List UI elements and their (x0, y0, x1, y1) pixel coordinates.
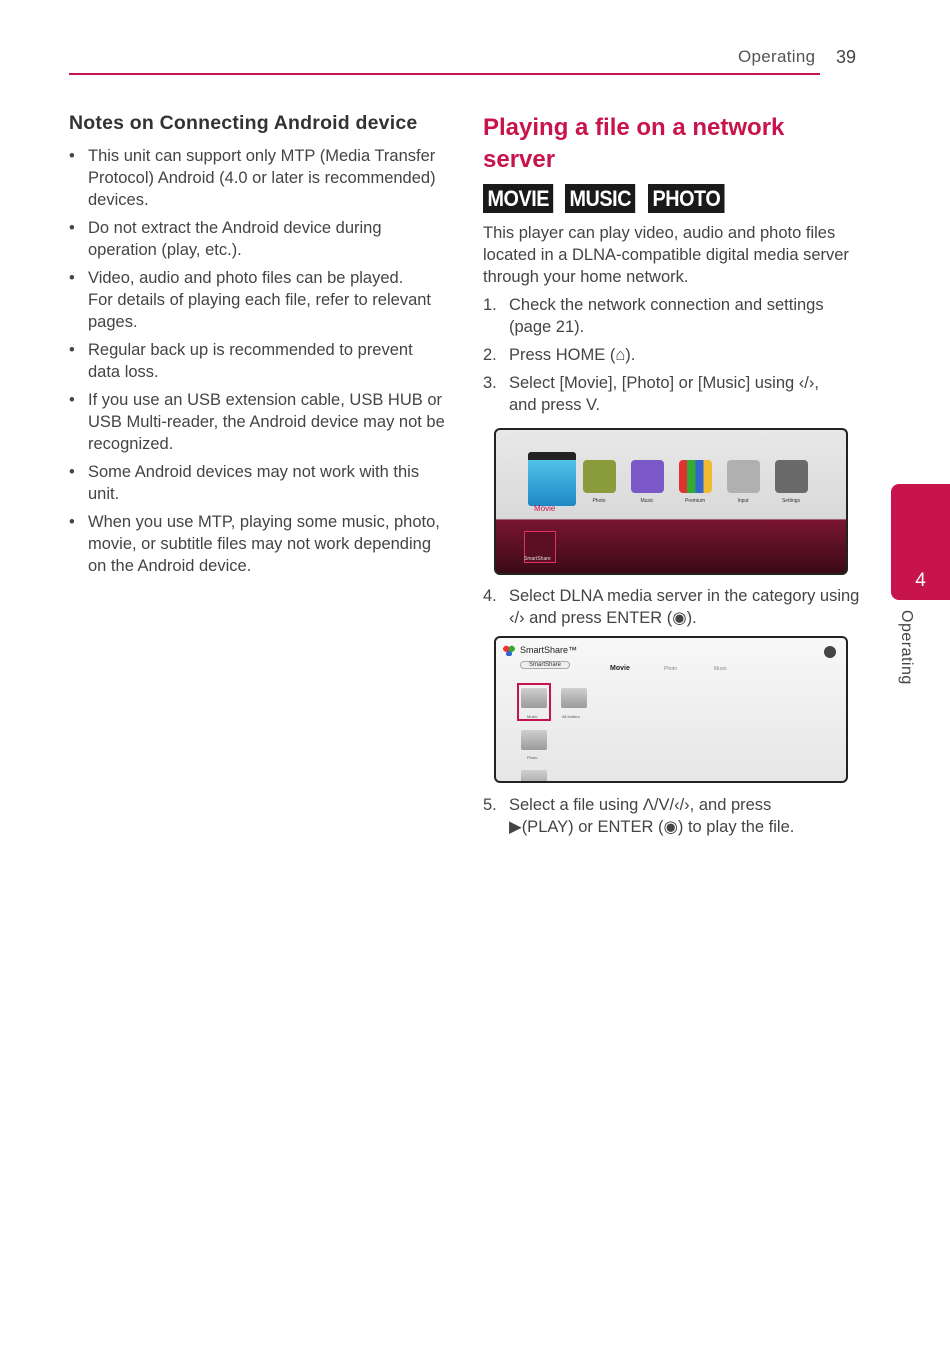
list-item: • Some Android devices may not work with this unit. (69, 463, 420, 503)
music-icon (631, 460, 664, 493)
home-menu-screenshot (494, 428, 848, 575)
folder-icon (561, 688, 587, 708)
notes-list (69, 145, 449, 577)
back-icon (824, 646, 836, 658)
selected-item-label: Movie (534, 504, 556, 513)
menu-label-music: Music (640, 498, 654, 504)
list-item: • Regular back up is recommended to prevent data loss. (69, 341, 413, 381)
running-header-section: Operating (738, 47, 816, 66)
right-column (483, 112, 863, 416)
folder-icon (521, 730, 547, 750)
smartshare-label: SmartShare (524, 556, 551, 562)
music-badge: MUSIC (565, 184, 636, 213)
chapter-number: 4 (915, 570, 926, 591)
tab-music: Music (714, 666, 728, 672)
menu-label-settings: Settings (781, 498, 801, 504)
smartshare-logo-icon (502, 644, 516, 656)
chapter-tab (891, 484, 950, 600)
section-title: Playing a file on a network server (483, 114, 785, 173)
intro-paragraph: This player can play video, audio and photo files located in a DLNA-compatible digital media server through your home network. (483, 224, 849, 286)
photo-icon (583, 460, 616, 493)
page-number: 39 (836, 47, 857, 67)
premium-icon (679, 460, 712, 493)
step-4: 4. Select DLNA media server in the category using ‹/› and press ENTER (◉). (483, 587, 860, 627)
folder-icon (521, 770, 547, 783)
smartshare-screenshot (494, 636, 848, 783)
notes-heading: Notes on Connecting Android device (69, 112, 418, 134)
input-icon (727, 460, 760, 493)
left-column (69, 112, 449, 583)
header-rule (69, 73, 820, 75)
folder-label-all: All folders (562, 714, 580, 719)
menu-label-premium: Premium (684, 498, 705, 504)
photo-badge: PHOTO (648, 184, 725, 213)
folder-label-music: Music (527, 714, 538, 719)
smartshare-tab-button: SmartShare (520, 661, 570, 669)
movie-badge: MOVIE (483, 184, 554, 213)
folder-label-photo: Photo (527, 755, 538, 760)
chapter-label: Operating (898, 610, 915, 685)
step-3: 3. Select [Movie], [Photo] or [Music] using ‹/›, and press V. (483, 374, 819, 414)
movie-icon (528, 452, 576, 506)
menu-label-photo: Photo (592, 498, 606, 504)
step-5: 5. Select a file using Λ/V/‹/›, and press ▶(PLAY) or ENTER (◉) to play the file. (483, 796, 795, 836)
step-1: 1. Check the network connection and settings (page 21). (483, 296, 824, 336)
settings-icon (775, 460, 808, 493)
menu-label-input: Input (737, 498, 749, 504)
folder-icon (521, 688, 547, 708)
tab-photo: Photo (664, 666, 678, 672)
list-item: • Video, audio and photo files can be played. For details of playing each file, refer to relevant pages. (69, 269, 432, 331)
media-badges (483, 184, 863, 213)
list-item: • If you use an USB extension cable, USB HUB or USB Multi-reader, the Android device may not be recognized. (69, 391, 445, 453)
tab-movie: Movie (610, 665, 630, 672)
step-2: 2. Press HOME (⌂). (483, 346, 636, 364)
list-item: • Do not extract the Android device during operation (play, etc.). (69, 219, 382, 259)
list-item: • This unit can support only MTP (Media Transfer Protocol) Android (4.0 or later is recommended) devices. (69, 147, 436, 209)
smartshare-title: SmartShare™ (520, 645, 578, 655)
list-item: • When you use MTP, playing some music, photo, movie, or subtitle files may not work depending on the Android device. (69, 513, 440, 575)
